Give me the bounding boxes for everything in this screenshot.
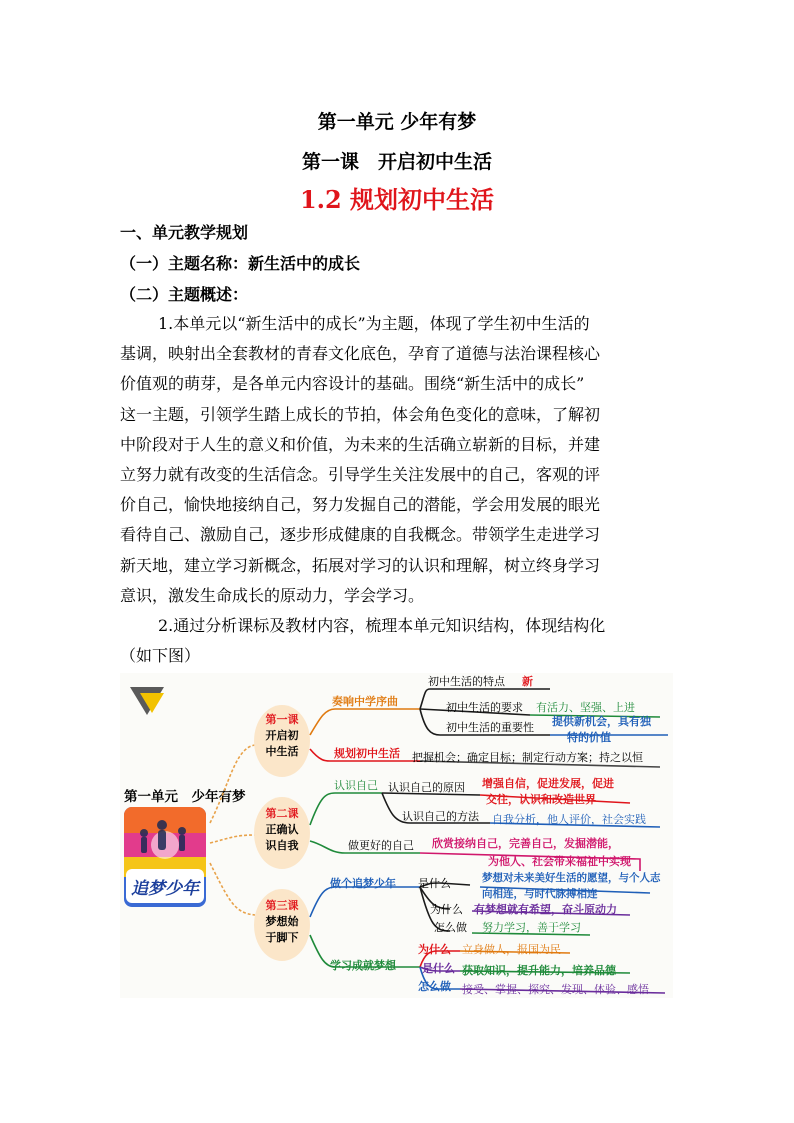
- lesson2-node: [254, 797, 310, 869]
- paragraph-line: （如下图）: [120, 646, 201, 666]
- lesson3-label-2: 梦想始: [265, 915, 299, 928]
- paragraph-line: 看待自己、激励自己，逐步形成健康的自我概念。带领学生走进学习: [120, 525, 601, 545]
- lesson1-node: [254, 705, 310, 777]
- l1-b1-item-3-value-1: 提供新机会，具有独: [552, 715, 651, 728]
- lesson1-label-1: 第一课: [265, 713, 299, 726]
- l3-b2-item-3-value: 接受、掌握、探究、发现、体验、感悟: [462, 983, 649, 996]
- l3-b1-item-2-value: 有梦想就有希望，奋斗原动力: [474, 903, 617, 916]
- knowledge-mind-map: [120, 673, 673, 998]
- paragraph-line: 意识，激发生命成长的原动力，学会学习。: [120, 585, 425, 605]
- l2-b1-item-1: 认识自己的原因: [388, 781, 465, 794]
- paragraph-line: 新天地，建立学习新概念，拓展对学习的认识和理解，树立终身学习: [120, 555, 601, 575]
- l3-b2-item-3: 怎么做: [418, 980, 451, 993]
- l3-b1-item-1-value-2: 向相连，与时代脉搏相连: [482, 888, 598, 900]
- paragraph-line: 基调，映射出全套教材的青春文化底色，孕育了道德与法治课程核心: [120, 344, 601, 364]
- l1-b1-item-2-value: 有活力、坚强、上进: [536, 701, 635, 714]
- paragraph-overview: [120, 309, 676, 611]
- l3-b2-item-2-value: 获取知识，提升能力，培养品德: [462, 964, 616, 977]
- l1-branch-2: 规划初中生活: [334, 747, 400, 760]
- l2-b1-item-2: 认识自己的方法: [402, 810, 479, 823]
- l1-b1-item-3-value-2: 特的价值: [567, 731, 611, 744]
- l1-b1-item-1-value: 新: [522, 675, 533, 688]
- cover-title: 追梦少年: [131, 879, 199, 899]
- heading-unit-plan: 一、单元教学规划: [120, 223, 249, 242]
- l3-b1-item-2: 为什么: [430, 903, 463, 916]
- l1-b1-item-1: 初中生活的特点: [428, 675, 505, 688]
- lesson3-label-1: 第三课: [265, 899, 299, 912]
- lesson2-label-2: 正确认: [265, 823, 299, 836]
- l3-b2-item-1-value: 立身做人，报国为民: [462, 943, 561, 956]
- lesson1-label-3: 中生活: [265, 745, 299, 758]
- paragraph-line: 价自己，愉快地接纳自己，努力发掘自己的潜能，学会用发展的眼光: [120, 495, 601, 515]
- l3-branch-2: 学习成就梦想: [330, 959, 396, 972]
- heading-theme-name: （一）主题名称：新生活中的成长: [120, 254, 361, 273]
- l1-b1-item-2: 初中生活的要求: [446, 701, 523, 714]
- l2-b1-item-1-value-1: 增强自信，促进发展，促进: [482, 777, 614, 790]
- l2-b2-value-1: 欣赏接纳自己，完善自己，发掘潜能，: [432, 837, 619, 850]
- l3-b1-item-1: 是什么: [418, 877, 451, 890]
- lesson3-node: [254, 889, 310, 961]
- l3-b1-item-3: 怎么做: [434, 921, 467, 934]
- l3-b2-item-2: 是什么: [422, 962, 455, 975]
- l1-b2-value: 把握机会；确定目标；制定行动方案；持之以恒: [412, 751, 643, 764]
- l2-b1-item-2-value: 自我分析，他人评价，社会实践: [492, 813, 646, 826]
- paragraph-line: 价值观的萌芽，是各单元内容设计的基础。围绕“新生活中的成长”: [120, 374, 585, 394]
- l1-b1-item-3: 初中生活的重要性: [446, 721, 534, 734]
- paragraph-line: 这一主题，引领学生踏上成长的节拍，体会角色变化的意味，了解初: [120, 404, 601, 424]
- l2-b2-value-2: 为他人、社会带来福祉中实现: [488, 855, 631, 868]
- lesson-title: 第一课 开启初中生活: [301, 151, 492, 173]
- lesson3-label-3: 于脚下: [265, 931, 299, 944]
- l3-b1-item-3-value: 努力学习，善于学习: [482, 921, 581, 934]
- lesson1-label-2: 开启初: [265, 729, 299, 742]
- root-label: 第一单元 少年有梦: [124, 789, 246, 805]
- lesson2-label-3: 识自我: [265, 839, 299, 852]
- l2-branch-2: 做更好的自己: [348, 839, 414, 852]
- l1-branch-1: 奏响中学序曲: [332, 695, 398, 708]
- heading-theme-overview: （二）主题概述：: [120, 285, 249, 304]
- section-title: 1.2 规划初中生活: [299, 185, 495, 214]
- l3-b2-item-1: 为什么: [418, 943, 451, 956]
- l2-b1-item-1-value-2: 交往，认识和改造世界: [486, 793, 596, 806]
- paragraph-line: 立努力就有改变的生活信念。引导学生关注发展中的自己，客观的评: [120, 465, 601, 485]
- l2-branch-1: 认识自己: [334, 779, 378, 792]
- paragraph-line: 2.通过分析课标及教材内容，梳理本单元知识结构，体现结构化: [158, 616, 606, 635]
- paragraph-line: 1.本单元以“新生活中的成长”为主题，体现了学生初中生活的: [158, 314, 590, 333]
- lesson2-label-1: 第二课: [265, 807, 299, 820]
- paragraph-line: 中阶段对于人生的意义和价值，为未来的生活确立崭新的目标，并建: [120, 434, 601, 454]
- unit-title: 第一单元 少年有梦: [317, 111, 477, 133]
- l3-branch-1: 做个追梦少年: [330, 877, 396, 890]
- paragraph-structure: [120, 611, 676, 671]
- l3-b1-item-1-value-1: 梦想对未来美好生活的愿望，与个人志: [482, 872, 661, 884]
- cover-image: [124, 807, 206, 907]
